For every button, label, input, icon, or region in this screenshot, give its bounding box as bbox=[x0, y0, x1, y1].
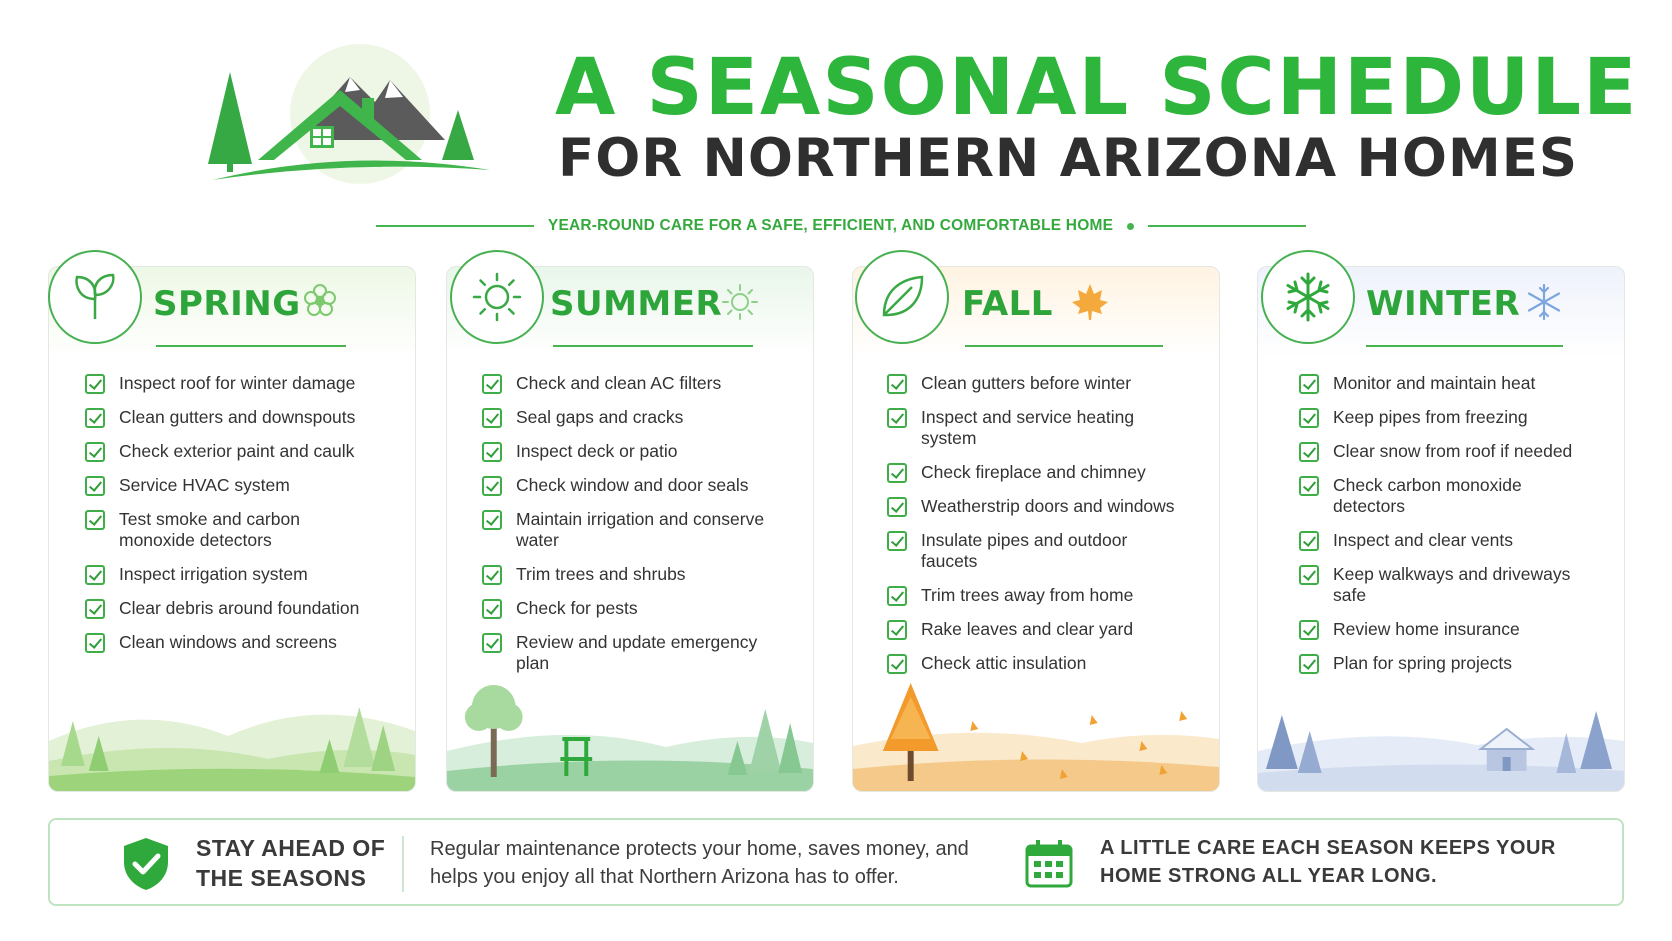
winter-task-list bbox=[1299, 373, 1593, 687]
list-item bbox=[482, 407, 776, 428]
sun-icon bbox=[450, 250, 544, 344]
sprout-icon bbox=[48, 250, 142, 344]
footer-tagline: A LITTLE CARE EACH SEASON KEEPS YOUR HOME STRONG ALL YEAR LONG. bbox=[1100, 837, 1556, 887]
snowflake-outline-icon bbox=[1524, 282, 1564, 322]
subtitle-rule-left bbox=[376, 225, 534, 227]
checkbox-checked-icon bbox=[1299, 531, 1319, 551]
checkbox-checked-icon bbox=[887, 497, 907, 517]
spring-task-list bbox=[85, 373, 379, 666]
title-line-1: A SEASONAL SCHEDULE bbox=[555, 43, 1639, 133]
checkbox-checked-icon bbox=[85, 442, 105, 462]
checkbox-checked-icon bbox=[1299, 476, 1319, 496]
list-item bbox=[482, 475, 776, 496]
fall-task-list bbox=[887, 373, 1181, 687]
list-item bbox=[1299, 530, 1593, 551]
maple-leaf-icon bbox=[1070, 282, 1110, 322]
task-label: Clear snow from roof if needed bbox=[1333, 441, 1573, 461]
checkbox-checked-icon bbox=[482, 599, 502, 619]
list-item bbox=[887, 619, 1181, 640]
footer-divider bbox=[402, 836, 404, 892]
list-item bbox=[482, 632, 776, 674]
list-item bbox=[887, 653, 1181, 674]
summer-task-list bbox=[482, 373, 776, 687]
task-label: Check and clean AC filters bbox=[516, 373, 722, 393]
subtitle-rule-right bbox=[1148, 225, 1306, 227]
checkbox-checked-icon bbox=[482, 565, 502, 585]
list-item bbox=[482, 441, 776, 462]
summer-landscape bbox=[447, 681, 813, 791]
list-item bbox=[482, 564, 776, 585]
summer-title: SUMMER bbox=[550, 284, 723, 324]
winter-underline bbox=[1366, 345, 1563, 347]
list-item bbox=[1299, 373, 1593, 394]
task-label: Check window and door seals bbox=[516, 475, 749, 495]
task-label: Inspect and service heating system bbox=[921, 407, 1135, 448]
task-label: Keep pipes from freezing bbox=[1333, 407, 1528, 427]
checkbox-checked-icon bbox=[1299, 442, 1319, 462]
list-item bbox=[887, 407, 1181, 449]
checkbox-checked-icon bbox=[887, 586, 907, 606]
task-label: Clean gutters and downspouts bbox=[119, 407, 356, 427]
task-label: Inspect irrigation system bbox=[119, 564, 308, 584]
task-label: Clear debris around foundation bbox=[119, 598, 360, 618]
subtitle: YEAR-ROUND CARE FOR A SAFE, EFFICIENT, AND COMFORTABLE HOME bbox=[547, 217, 1114, 234]
task-label: Clean gutters before winter bbox=[921, 373, 1132, 393]
checkbox-checked-icon bbox=[887, 654, 907, 674]
task-label: Check attic insulation bbox=[921, 653, 1087, 673]
list-item bbox=[85, 598, 379, 619]
winter-title: WINTER bbox=[1366, 284, 1521, 324]
task-label: Check exterior paint and caulk bbox=[119, 441, 355, 461]
list-item bbox=[482, 598, 776, 619]
task-label: Check fireplace and chimney bbox=[921, 462, 1146, 482]
task-label: Maintain irrigation and conserve water bbox=[516, 509, 765, 550]
task-label: Rake leaves and clear yard bbox=[921, 619, 1134, 639]
spring-landscape bbox=[49, 681, 415, 791]
list-item bbox=[887, 462, 1181, 483]
summer-underline bbox=[553, 345, 753, 347]
task-label: Insulate pipes and outdoor faucets bbox=[921, 530, 1128, 571]
shield-check-icon bbox=[120, 836, 172, 892]
task-label: Plan for spring projects bbox=[1333, 653, 1512, 673]
fall-title: FALL bbox=[962, 284, 1053, 324]
checkbox-checked-icon bbox=[482, 633, 502, 653]
list-item bbox=[1299, 407, 1593, 428]
flower-icon bbox=[302, 282, 338, 318]
checkbox-checked-icon bbox=[482, 442, 502, 462]
task-label: Weatherstrip doors and windows bbox=[921, 496, 1175, 516]
task-label: Check for pests bbox=[516, 598, 638, 618]
checkbox-checked-icon bbox=[85, 633, 105, 653]
list-item bbox=[887, 530, 1181, 572]
snowflake-icon bbox=[1261, 250, 1355, 344]
list-item bbox=[482, 373, 776, 394]
list-item bbox=[887, 373, 1181, 394]
list-item bbox=[482, 509, 776, 551]
footer-banner bbox=[48, 818, 1624, 906]
list-item bbox=[85, 564, 379, 585]
task-label: Test smoke and carbon monoxide detectors bbox=[119, 509, 300, 550]
list-item bbox=[85, 509, 379, 551]
checkbox-checked-icon bbox=[85, 408, 105, 428]
list-item bbox=[1299, 653, 1593, 674]
list-item bbox=[887, 496, 1181, 517]
task-label: Clean windows and screens bbox=[119, 632, 337, 652]
house-mountains-logo bbox=[200, 42, 510, 202]
checkbox-checked-icon bbox=[482, 374, 502, 394]
spring-title: SPRING bbox=[153, 284, 301, 324]
task-label: Trim trees away from home bbox=[921, 585, 1134, 605]
checkbox-checked-icon bbox=[1299, 654, 1319, 674]
task-label: Keep walkways and driveways safe bbox=[1333, 564, 1571, 605]
checkbox-checked-icon bbox=[887, 531, 907, 551]
list-item bbox=[1299, 475, 1593, 517]
checkbox-checked-icon bbox=[85, 565, 105, 585]
list-item bbox=[85, 441, 379, 462]
task-label: Seal gaps and cracks bbox=[516, 407, 684, 427]
sun-outline-icon bbox=[720, 282, 760, 322]
checkbox-checked-icon bbox=[1299, 374, 1319, 394]
footer-body: Regular maintenance protects your home, saves money, and helps you enjoy all that Northern Arizona has to offer. bbox=[430, 838, 969, 888]
list-item bbox=[85, 407, 379, 428]
task-label: Trim trees and shrubs bbox=[516, 564, 686, 584]
task-label: Service HVAC system bbox=[119, 475, 290, 495]
task-label: Inspect roof for winter damage bbox=[119, 373, 356, 393]
subtitle-dot bbox=[1127, 223, 1134, 230]
checkbox-checked-icon bbox=[887, 620, 907, 640]
checkbox-checked-icon bbox=[1299, 408, 1319, 428]
checkbox-checked-icon bbox=[482, 476, 502, 496]
task-label: Review and update emergency plan bbox=[516, 632, 758, 673]
checkbox-checked-icon bbox=[887, 408, 907, 428]
list-item bbox=[1299, 619, 1593, 640]
list-item bbox=[1299, 564, 1593, 606]
checkbox-checked-icon bbox=[1299, 565, 1319, 585]
subtitle-banner bbox=[376, 214, 1306, 238]
calendar-icon bbox=[1024, 838, 1074, 890]
task-label: Review home insurance bbox=[1333, 619, 1520, 639]
list-item bbox=[85, 373, 379, 394]
fall-underline bbox=[965, 345, 1163, 347]
checkbox-checked-icon bbox=[482, 408, 502, 428]
task-label: Inspect and clear vents bbox=[1333, 530, 1513, 550]
checkbox-checked-icon bbox=[887, 374, 907, 394]
checkbox-checked-icon bbox=[1299, 620, 1319, 640]
task-label: Monitor and maintain heat bbox=[1333, 373, 1536, 393]
list-item bbox=[887, 585, 1181, 606]
list-item bbox=[85, 632, 379, 653]
spring-underline bbox=[156, 345, 346, 347]
footer-heading: STAY AHEAD OF THE SEASONS bbox=[196, 835, 386, 891]
checkbox-checked-icon bbox=[85, 476, 105, 496]
list-item bbox=[85, 475, 379, 496]
checkbox-checked-icon bbox=[85, 510, 105, 530]
checkbox-checked-icon bbox=[482, 510, 502, 530]
title-line-2: FOR NORTHERN ARIZONA HOMES bbox=[558, 128, 1579, 189]
winter-landscape bbox=[1258, 681, 1624, 791]
list-item bbox=[1299, 441, 1593, 462]
checkbox-checked-icon bbox=[887, 463, 907, 483]
leaf-icon bbox=[855, 250, 949, 344]
task-label: Check carbon monoxide detectors bbox=[1333, 475, 1522, 516]
task-label: Inspect deck or patio bbox=[516, 441, 678, 461]
fall-landscape bbox=[853, 681, 1219, 791]
checkbox-checked-icon bbox=[85, 599, 105, 619]
checkbox-checked-icon bbox=[85, 374, 105, 394]
